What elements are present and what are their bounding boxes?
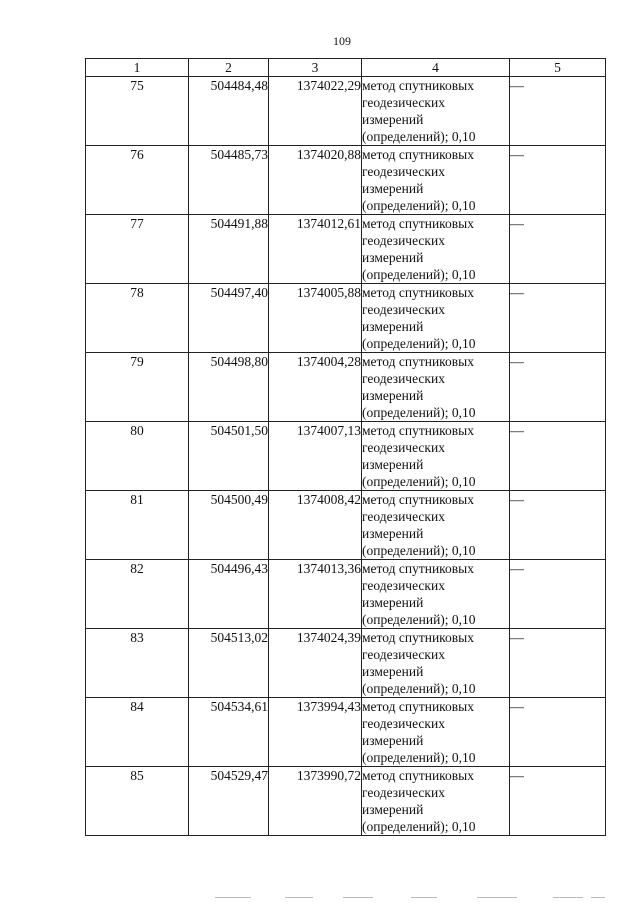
table-row [86, 146, 606, 215]
method-line: метод спутниковых [362, 492, 474, 507]
coordinate-y: 1373990,72 [269, 767, 362, 836]
table-row [86, 629, 606, 698]
table-row [86, 284, 606, 353]
method-line: (определений); 0,10 [362, 612, 476, 627]
method-accuracy [362, 284, 510, 353]
method-line: измерений [362, 181, 424, 196]
dash-mark: — [510, 700, 524, 715]
table-row [86, 767, 606, 836]
coordinate-x: 504500,49 [189, 491, 269, 560]
method-line: (определений); 0,10 [362, 474, 476, 489]
note-cell [510, 629, 606, 698]
method-accuracy [362, 146, 510, 215]
method-line: (определений); 0,10 [362, 129, 476, 144]
dash-mark: — [510, 493, 524, 508]
method-line: метод спутниковых [362, 216, 474, 231]
method-line: измерений [362, 388, 424, 403]
point-number: 85 [86, 767, 189, 836]
method-line: измерений [362, 733, 424, 748]
method-line: (определений); 0,10 [362, 681, 476, 696]
method-line: геодезических [362, 440, 445, 455]
dash-mark: — [510, 217, 524, 232]
dash-mark: — [510, 148, 524, 163]
method-accuracy [362, 698, 510, 767]
method-line: измерений [362, 595, 424, 610]
coordinate-x: 504497,40 [189, 284, 269, 353]
column-header: 3 [269, 59, 362, 77]
coordinate-x: 504529,47 [189, 767, 269, 836]
scan-artifact-marks [215, 897, 615, 901]
method-line: геодезических [362, 302, 445, 317]
method-accuracy [362, 353, 510, 422]
note-cell [510, 353, 606, 422]
coordinate-y: 1374008,42 [269, 491, 362, 560]
column-header: 4 [362, 59, 510, 77]
table-body [86, 77, 606, 836]
coordinate-x: 504496,43 [189, 560, 269, 629]
note-cell [510, 215, 606, 284]
method-line: метод спутниковых [362, 354, 474, 369]
method-accuracy [362, 422, 510, 491]
note-cell [510, 560, 606, 629]
method-accuracy [362, 767, 510, 836]
method-accuracy [362, 491, 510, 560]
dash-mark: — [510, 562, 524, 577]
coordinate-y: 1374020,88 [269, 146, 362, 215]
method-line: (определений); 0,10 [362, 750, 476, 765]
method-accuracy [362, 629, 510, 698]
point-number: 80 [86, 422, 189, 491]
note-cell [510, 767, 606, 836]
coordinate-x: 504498,80 [189, 353, 269, 422]
coordinate-x: 504534,61 [189, 698, 269, 767]
method-line: геодезических [362, 164, 445, 179]
coordinate-y: 1374005,88 [269, 284, 362, 353]
coordinate-x: 504484,48 [189, 77, 269, 146]
method-line: метод спутниковых [362, 768, 474, 783]
page-number: 109 [333, 34, 351, 48]
method-line: геодезических [362, 578, 445, 593]
coordinate-y: 1373994,43 [269, 698, 362, 767]
note-cell [510, 146, 606, 215]
method-line: измерений [362, 112, 424, 127]
method-line: (определений); 0,10 [362, 336, 476, 351]
point-number: 76 [86, 146, 189, 215]
point-number: 77 [86, 215, 189, 284]
method-line: измерений [362, 319, 424, 334]
column-header: 1 [86, 59, 189, 77]
method-line: метод спутниковых [362, 561, 474, 576]
note-cell [510, 284, 606, 353]
method-line: (определений); 0,10 [362, 819, 476, 834]
coordinate-x: 504485,73 [189, 146, 269, 215]
method-line: измерений [362, 664, 424, 679]
method-line: геодезических [362, 95, 445, 110]
point-number: 78 [86, 284, 189, 353]
coordinate-y: 1374012,61 [269, 215, 362, 284]
method-line: измерений [362, 250, 424, 265]
method-line: (определений); 0,10 [362, 405, 476, 420]
method-line: измерений [362, 457, 424, 472]
table-row [86, 77, 606, 146]
method-line: (определений); 0,10 [362, 543, 476, 558]
dash-mark: — [510, 79, 524, 94]
method-line: измерений [362, 526, 424, 541]
dash-mark: — [510, 286, 524, 301]
column-header: 5 [510, 59, 606, 77]
point-number: 83 [86, 629, 189, 698]
table-row [86, 353, 606, 422]
method-line: метод спутниковых [362, 78, 474, 93]
note-cell [510, 698, 606, 767]
dash-mark: — [510, 769, 524, 784]
dash-mark: — [510, 631, 524, 646]
coordinate-x: 504513,02 [189, 629, 269, 698]
table-row [86, 215, 606, 284]
dash-mark: — [510, 424, 524, 439]
method-line: геодезических [362, 371, 445, 386]
method-line: геодезических [362, 716, 445, 731]
note-cell [510, 422, 606, 491]
method-line: (определений); 0,10 [362, 198, 476, 213]
method-line: метод спутниковых [362, 285, 474, 300]
coordinate-x: 504501,50 [189, 422, 269, 491]
method-line: геодезических [362, 509, 445, 524]
method-line: геодезических [362, 233, 445, 248]
note-cell [510, 491, 606, 560]
method-accuracy [362, 215, 510, 284]
coordinate-y: 1374007,13 [269, 422, 362, 491]
table-row [86, 491, 606, 560]
method-line: метод спутниковых [362, 699, 474, 714]
method-line: метод спутниковых [362, 630, 474, 645]
point-number: 84 [86, 698, 189, 767]
method-line: измерений [362, 802, 424, 817]
coordinate-x: 504491,88 [189, 215, 269, 284]
point-number: 82 [86, 560, 189, 629]
coordinate-y: 1374022,29 [269, 77, 362, 146]
table-row [86, 560, 606, 629]
table-row [86, 422, 606, 491]
table-row [86, 698, 606, 767]
point-number: 79 [86, 353, 189, 422]
method-line: геодезических [362, 647, 445, 662]
point-number: 75 [86, 77, 189, 146]
method-accuracy [362, 560, 510, 629]
coordinates-table [85, 58, 606, 836]
coordinate-y: 1374004,28 [269, 353, 362, 422]
column-header: 2 [189, 59, 269, 77]
coordinate-y: 1374024,39 [269, 629, 362, 698]
method-line: геодезических [362, 785, 445, 800]
note-cell [510, 77, 606, 146]
method-line: метод спутниковых [362, 423, 474, 438]
method-accuracy [362, 77, 510, 146]
point-number: 81 [86, 491, 189, 560]
method-line: (определений); 0,10 [362, 267, 476, 282]
method-line: метод спутниковых [362, 147, 474, 162]
table-header-row [86, 59, 606, 77]
dash-mark: — [510, 355, 524, 370]
coordinate-y: 1374013,36 [269, 560, 362, 629]
